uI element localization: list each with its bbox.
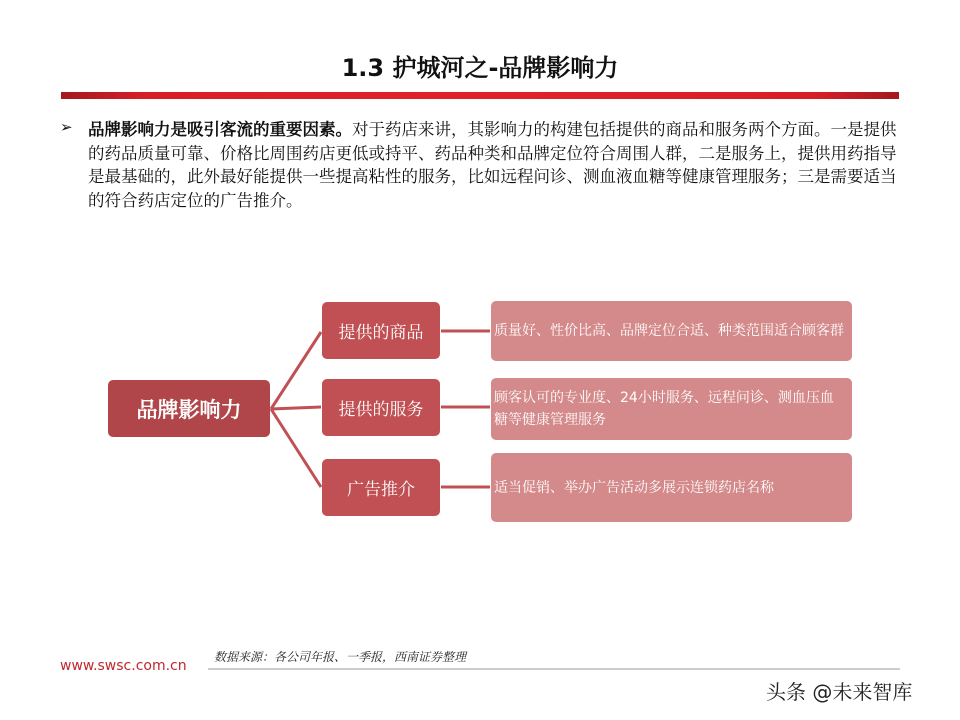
connector-3 xyxy=(271,409,321,487)
detail-advertising: 适当促销、举办广告活动多展示连锁药店名称 xyxy=(491,453,852,522)
connector-2 xyxy=(271,407,321,409)
bullet-bold: 品牌影响力是吸引客流的重要因素。 xyxy=(88,120,352,139)
detail-services: 顾客认可的专业度、24小时服务、远程问诊、测血压血糖等健康管理服务 xyxy=(491,378,852,440)
data-source: 数据来源：各公司年报、一季报，西南证券整理 xyxy=(214,650,467,664)
footer-divider xyxy=(208,668,900,670)
bullet-text: 对于药店来讲，其影响力的构建包括提供的商品和服务两个方面。一是提供的药品质量可靠、价格比周围药店更低或持平、药品种类和品牌定位符合周围人群，二是服务上，提供用药指导是最基础的，此外最好能提供一些提高粘性的服务，比如远程问诊、测血液血糖等健康管理服务；三是需要适当的符合药店定位的广告推介。 xyxy=(88,120,897,210)
detail-goods: 质量好、性价比高、品牌定位合适、种类范围适合顾客群 xyxy=(491,301,852,361)
website-link[interactable]: www.swsc.com.cn xyxy=(60,658,187,674)
branch-goods: 提供的商品 xyxy=(322,302,440,359)
arrow-bullet-icon: ➢ xyxy=(60,118,73,136)
branch-advertising: 广告推介 xyxy=(322,459,440,516)
connector-1 xyxy=(271,332,321,409)
root-node: 品牌影响力 xyxy=(108,380,270,437)
page-title: 1.3 护城河之-品牌影响力 xyxy=(341,54,619,82)
watermark: 头条 @未来智库 xyxy=(766,680,913,704)
branch-services: 提供的服务 xyxy=(322,379,440,436)
